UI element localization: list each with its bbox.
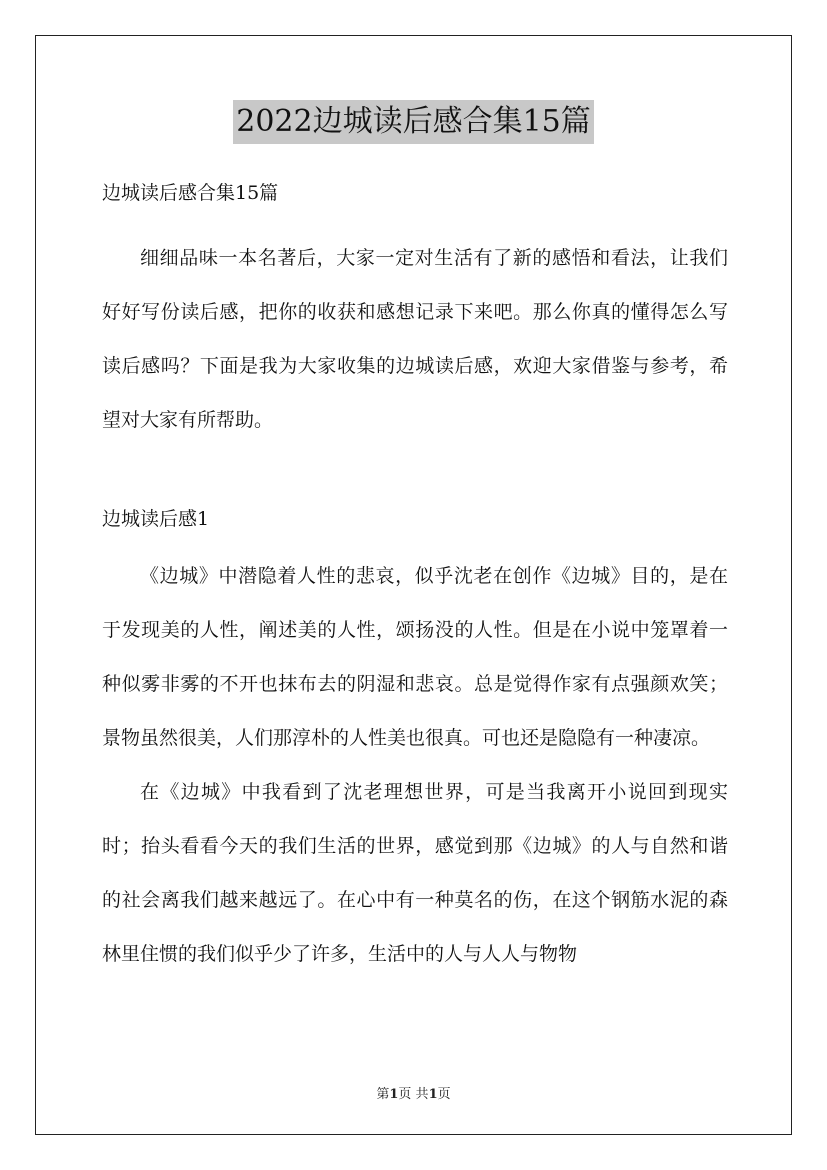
body-paragraph-2: 在《边城》中我看到了沈老理想世界，可是当我离开小说回到现实时；抬头看看今天的我们生活的世界，感觉到那《边城》的人与自然和谐的社会离我们越来越远了。在心中有一种莫名的伤，在这个钢筋水泥的森林里住惯的我们似乎少了许多，生活中的人与人人与物物: [102, 781, 728, 965]
footer-page-current: 1: [389, 1087, 399, 1102]
section-spacer: [102, 447, 728, 501]
document-title: 2022边城读后感合集15篇: [233, 100, 594, 144]
body-paragraph-1: 《边城》中潜隐着人性的悲哀，似乎沈老在创作《边城》目的，是在于发现美的人性，阐述美的人性，颂扬没的人性。但是在小说中笼罩着一种似雾非雾的不开也抹布去的阴湿和悲哀。总是觉得作家有点强颜欢笑；景物虽然很美，人们那淳朴的人性美也很真。可也还是隐隐有一种凄凉。: [102, 565, 728, 749]
document-body: [102, 175, 728, 981]
footer-prefix: 第: [376, 1087, 390, 1102]
intro-paragraph: 细细品味一本名著后，大家一定对生活有了新的感悟和看法，让我们好好写份读后感，把你的收获和感想记录下来吧。那么你真的懂得怎么写读后感吗？下面是我为大家收集的边城读后感，欢迎大家借鉴与参考，希望对大家有所帮助。: [102, 247, 728, 431]
footer-mid: 页 共: [398, 1087, 429, 1102]
footer-suffix: 页: [437, 1087, 451, 1102]
document-subtitle: 边城读后感合集15篇: [102, 182, 279, 204]
footer-page-total: 1: [428, 1087, 438, 1102]
section-heading: 边城读后感1: [102, 508, 210, 530]
page-footer: [0, 1083, 827, 1102]
title-wrap: [0, 100, 827, 144]
